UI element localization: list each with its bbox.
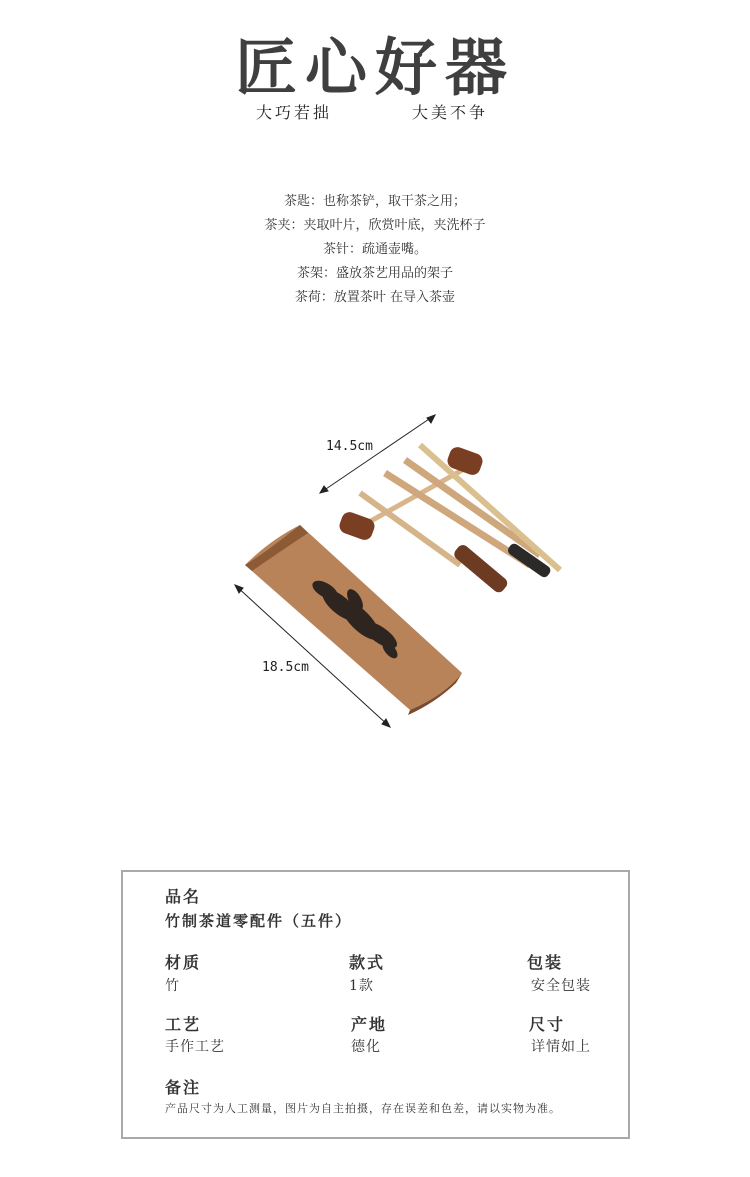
product-photo bbox=[230, 405, 590, 740]
description-line: 茶夹：夹取叶片，欣赏叶底，夹洗杯子 bbox=[264, 218, 486, 233]
material-label: 材质 bbox=[165, 953, 202, 972]
note-value: 产品尺寸为人工测量，图片为自主拍摄，存在误差和色差，请以实物为准。 bbox=[165, 1102, 561, 1115]
subtitle-right: 大美不争 bbox=[412, 103, 489, 122]
material-value: 竹 bbox=[165, 978, 180, 994]
subtitle-left: 大巧若拙 bbox=[256, 103, 333, 122]
note-label: 备注 bbox=[165, 1078, 202, 1097]
dimension-width-label: 14.5cm bbox=[326, 439, 373, 454]
description-line: 茶荷：放置茶叶 在导入茶壶 bbox=[294, 290, 456, 305]
origin-label: 产地 bbox=[351, 1015, 388, 1034]
description-line: 茶架：盛放茶艺用品的架子 bbox=[296, 266, 453, 281]
craft-label: 工艺 bbox=[165, 1015, 202, 1034]
dimension-arrow-width bbox=[320, 415, 435, 493]
page-title: 匠心好器 bbox=[234, 31, 515, 104]
origin-value: 德化 bbox=[351, 1039, 381, 1055]
description-line: 茶匙：也称茶铲，取干茶之用； bbox=[283, 194, 466, 209]
spec-table bbox=[121, 870, 630, 1139]
size-label: 尺寸 bbox=[529, 1015, 566, 1034]
size-value: 详情如上 bbox=[531, 1039, 591, 1055]
description-line: 茶针：疏通壶嘴。 bbox=[322, 242, 427, 257]
package-value: 安全包装 bbox=[531, 978, 591, 994]
style-label: 款式 bbox=[349, 953, 386, 972]
style-value: 1款 bbox=[349, 978, 374, 994]
name-label: 品名 bbox=[165, 887, 202, 906]
craft-value: 手作工艺 bbox=[165, 1039, 225, 1055]
package-label: 包装 bbox=[527, 953, 564, 972]
name-value: 竹制茶道零配件（五件） bbox=[165, 912, 353, 930]
dimension-length-label: 18.5cm bbox=[262, 660, 309, 675]
description-block bbox=[0, 190, 750, 310]
